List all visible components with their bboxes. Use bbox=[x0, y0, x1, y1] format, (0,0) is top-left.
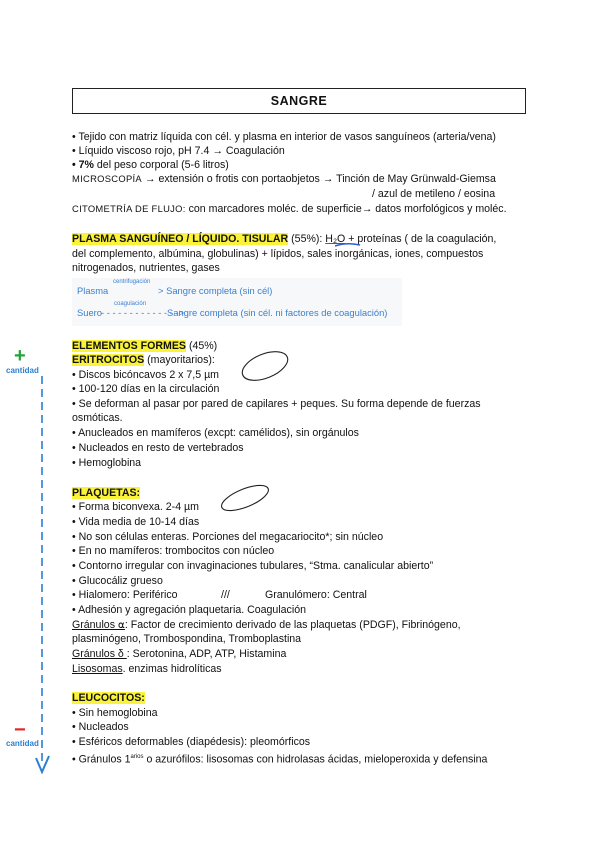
erythrocyte-item-6: • Nucleados en resto de vertebrados bbox=[72, 442, 244, 454]
quantity-arrow bbox=[34, 372, 54, 778]
leukocytes-line bbox=[72, 691, 145, 705]
leukocyte-item-1: • Sin hemoglobina bbox=[72, 707, 158, 719]
leukocyte-item-4-b: o azurófilos: lisosomas con hidrolasas ácidas, mieloperoxida y defensina bbox=[143, 753, 488, 766]
alpha-granules-line bbox=[72, 618, 461, 632]
platelet-item-3: • No son células enteras. Porciones del megacariocito*; sin núcleo bbox=[72, 531, 384, 543]
water-formula: H₂O bbox=[325, 233, 346, 245]
alpha-granules-cont: plasminógeno, Trombospondina, Tromboplastina bbox=[72, 633, 302, 645]
granulomere-text: Granulómero: Central bbox=[265, 589, 367, 601]
leukocyte-item-3: • Esféricos deformables (diapédesis): pleomórficos bbox=[72, 736, 311, 748]
platelet-sketch bbox=[218, 482, 274, 514]
lysosomes-text: . enzimas hidrolíticas bbox=[122, 663, 222, 675]
plasma-heading: PLASMA SANGUÍNEO / LÍQUIDO. TISULAR bbox=[72, 233, 289, 245]
plasma-percent: (55%): bbox=[288, 233, 326, 245]
erythrocytes-line bbox=[72, 353, 215, 367]
lysosomes-label: Lisosomas bbox=[72, 663, 123, 675]
formed-elements-line bbox=[72, 339, 217, 353]
cytometry-text: con marcadores moléc. de superficie→ datos morfológicos y moléc. bbox=[185, 203, 507, 215]
erythrocyte-item-3: • Se deforman al pasar por pared de capilares + peques. Su forma depende de fuerzas bbox=[72, 398, 481, 410]
erythrocytes-sub: (mayoritarios): bbox=[144, 354, 215, 366]
platelet-item-5: • Contorno irregular con invaginaciones tubulares, “Stma. canalicular abierto” bbox=[72, 560, 434, 572]
erythrocyte-sketch bbox=[238, 348, 294, 384]
platelets-line bbox=[72, 486, 140, 500]
erythrocyte-item-4: osmóticas. bbox=[72, 412, 123, 424]
platelet-item-6: • Glucocáliz grueso bbox=[72, 575, 163, 587]
platelet-item-7: • Adhesión y agregación plaquetaria. Coagulación bbox=[72, 604, 306, 616]
formed-elements-heading: ELEMENTOS FORMES bbox=[72, 340, 186, 352]
microscopy-label: MICROSCOPÍA bbox=[72, 173, 142, 184]
intro-line-2: • Líquido viscoso rojo, pH 7.4 → Coagulación bbox=[72, 145, 285, 157]
microscopy-cont: / azul de metileno / eosina bbox=[372, 188, 496, 200]
serum-note-left: Suero bbox=[77, 307, 103, 318]
erythrocyte-item-5: • Anucleados en mamíferos (excpt: camélidos), sin orgánulos bbox=[72, 427, 359, 439]
platelets-heading: PLAQUETAS: bbox=[72, 487, 141, 499]
intro-percent: • 7% bbox=[72, 159, 94, 171]
cytometry-label: CITOMETRÍA DE FLUJO: bbox=[72, 203, 186, 214]
hyalomere-text: • Hialomero: Periférico bbox=[72, 589, 178, 601]
leukocytes-heading: LEUCOCITOS: bbox=[72, 692, 145, 704]
serum-note-right: Sangre completa (sin cél. ni factores de coagulación) bbox=[167, 307, 388, 318]
platelet-item-1: • Forma biconvexa. 2-4 µm bbox=[72, 501, 199, 513]
plasma-note-right: > Sangre completa (sin cél) bbox=[158, 285, 273, 296]
leukocyte-item-4-sup: arios bbox=[130, 754, 144, 760]
intro-percent-text: del peso corporal (5-6 litros) bbox=[93, 159, 229, 171]
intro-line-3 bbox=[72, 158, 229, 172]
page-title: SANGRE bbox=[72, 88, 526, 114]
serum-note-arrow: - - - - - - - - - - - - - -> bbox=[101, 307, 185, 318]
leukocyte-item-4 bbox=[72, 750, 487, 767]
plasma-note-sup: centrifugación bbox=[113, 279, 151, 285]
alpha-granules-label: Gránulos ⍺ bbox=[72, 619, 125, 631]
hyalomere-separator: /// bbox=[221, 589, 230, 601]
microscopy-text: → extensión o frotis con portaobjetos → Tinción de May Grünwald-Giemsa bbox=[141, 173, 496, 185]
hyalomere-line bbox=[72, 588, 178, 602]
erythrocyte-item-1: • Discos bicóncavos 2 x 7,5 µm bbox=[72, 369, 219, 381]
plasma-line-1 bbox=[72, 232, 496, 246]
plasma-line-2: del complemento, albúmina, globulinas) + lípidos, sales inorgánicas, iones, compuestos bbox=[72, 248, 484, 260]
intro-line-1: • Tejido con matriz líquida con cél. y plasma en interior de vasos sanguíneos (arteria/vena) bbox=[72, 131, 496, 143]
plus-sign: + bbox=[14, 345, 26, 367]
platelet-item-4: • En no mamíferos: trombocitos con núcleo bbox=[72, 545, 275, 557]
erythrocytes-heading: ERITROCITOS bbox=[72, 354, 145, 366]
formed-elements-percent: (45%) bbox=[186, 340, 218, 352]
cytometry-line bbox=[72, 202, 507, 216]
serum-note-sup: coagulación bbox=[114, 301, 147, 307]
plasma-proteins: + proteínas ( de la coagulación, bbox=[345, 233, 497, 245]
lysosomes-line bbox=[72, 662, 222, 676]
leukocyte-item-2: • Nucleados bbox=[72, 721, 129, 733]
erythrocyte-item-2: • 100-120 días en la circulación bbox=[72, 383, 220, 395]
quantity-label-top: cantidad bbox=[6, 366, 39, 375]
quantity-label-bottom: cantidad bbox=[6, 739, 39, 748]
erythrocyte-item-7: • Hemoglobina bbox=[72, 457, 142, 469]
leukocyte-item-4-a: • Gránulos 1 bbox=[72, 753, 131, 766]
delta-granules-label: Gránulos δ bbox=[72, 648, 127, 660]
alpha-granules-text: : Factor de crecimiento derivado de las plaquetas (PDGF), Fibrinógeno, bbox=[124, 619, 461, 631]
delta-granules-text: : Serotonina, ADP, ATP, Histamina bbox=[126, 648, 287, 660]
plasma-line-3: nitrogenados, nutrientes, gases bbox=[72, 262, 220, 274]
plasma-note-left: Plasma bbox=[77, 285, 109, 296]
platelet-item-2: • Vida media de 10-14 días bbox=[72, 516, 200, 528]
delta-granules-line bbox=[72, 647, 286, 661]
microscopy-line bbox=[72, 172, 496, 186]
minus-sign: − bbox=[14, 719, 26, 741]
